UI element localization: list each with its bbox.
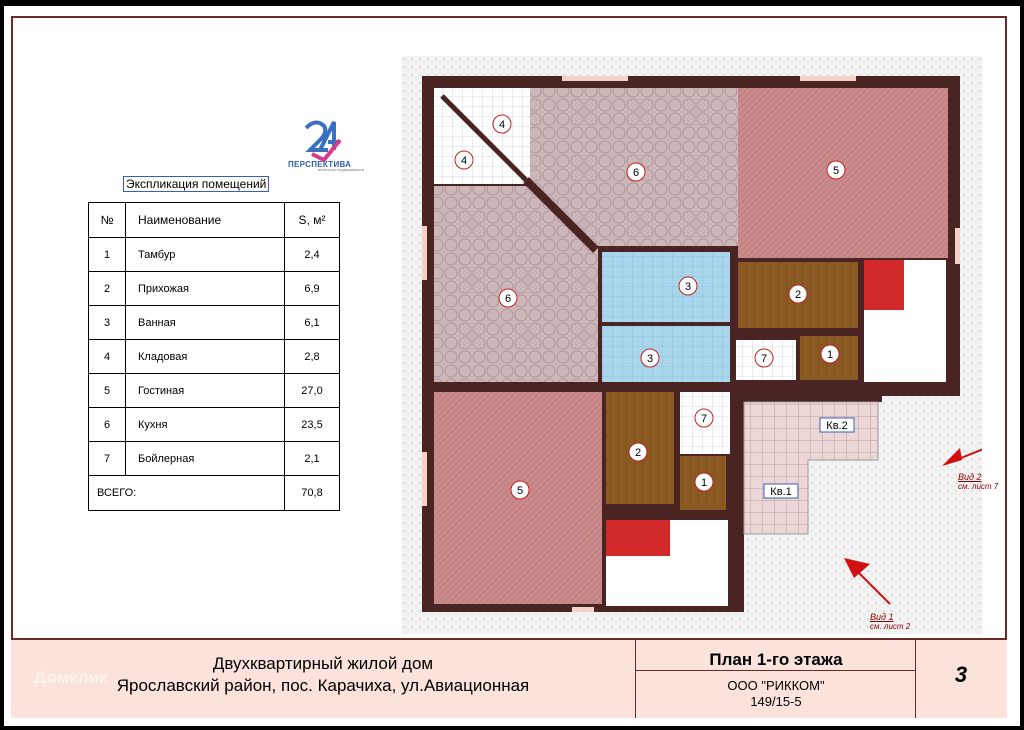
table-total-row: [89, 476, 340, 511]
table-row: [89, 238, 340, 272]
entry-2-label: Вид 2: [958, 472, 982, 482]
room-number: 2: [634, 447, 642, 459]
room-3-bath-upper: [602, 252, 730, 322]
cell-name: Кухня: [126, 408, 285, 442]
room-number: 5: [516, 485, 524, 497]
room-number: 2: [794, 289, 802, 301]
table-row: [89, 272, 340, 306]
table-row: [89, 442, 340, 476]
room-number: 3: [646, 353, 654, 365]
watermark: Домклик: [34, 668, 108, 687]
explication-rows: [89, 238, 340, 476]
window: [422, 452, 427, 506]
room-number: 1: [826, 349, 834, 361]
total-value: 70,8: [285, 476, 340, 511]
apartment-2-label: Кв.2: [826, 420, 848, 432]
room-number: 6: [632, 167, 640, 179]
entry-1-ref: см. лист 2: [870, 622, 911, 631]
sheet-number: 3: [954, 662, 968, 687]
table-header-row: [89, 203, 340, 238]
cell-area: 2,4: [285, 238, 340, 272]
window: [572, 607, 594, 612]
title-divider: [635, 670, 915, 671]
stairs-lower-red: [606, 520, 670, 556]
room-number: 7: [760, 353, 768, 365]
window: [955, 228, 960, 264]
header-area: S, м²: [285, 203, 340, 238]
entry-1-label: Вид 1: [870, 612, 894, 622]
sheet-title: План 1-го этажа: [709, 650, 843, 669]
cell-name: Бойлерная: [126, 442, 285, 476]
table-row: [89, 374, 340, 408]
entry-1-annotation: [870, 612, 940, 631]
entry-2-ref: см. лист 7: [958, 482, 999, 491]
project-code: 149/15-5: [750, 694, 802, 709]
cell-no: 4: [89, 340, 126, 374]
cell-name: Прихожая: [126, 272, 285, 306]
cell-name: Гостиная: [126, 374, 285, 408]
total-label: ВСЕГО:: [89, 476, 285, 511]
room-number: 4: [460, 155, 468, 167]
window: [800, 76, 856, 81]
logo-name: ПЕРСПЕКТИВА: [288, 160, 352, 169]
window: [422, 226, 427, 280]
cell-no: 5: [89, 374, 126, 408]
explication-table: [88, 202, 340, 511]
cell-area: 2,8: [285, 340, 340, 374]
room-number: 3: [684, 281, 692, 293]
table-row: [89, 340, 340, 374]
apartment-1-label: Кв.1: [770, 486, 792, 498]
cell-area: 27,0: [285, 374, 340, 408]
cell-no: 6: [89, 408, 126, 442]
table-row: [89, 408, 340, 442]
cell-name: Кладовая: [126, 340, 285, 374]
cell-area: 6,9: [285, 272, 340, 306]
room-number: 4: [498, 119, 506, 131]
stairs-upper-red: [864, 260, 904, 310]
room-number: 7: [700, 413, 708, 425]
explication-title: Экспликация помещений: [123, 176, 269, 192]
cell-area: 2,1: [285, 442, 340, 476]
entry-2-annotation: [958, 472, 1018, 491]
cell-no: 1: [89, 238, 126, 272]
project-name: Двухквартирный жилой дом: [212, 654, 434, 673]
cell-name: Ванная: [126, 306, 285, 340]
cell-area: 6,1: [285, 306, 340, 340]
cell-no: 3: [89, 306, 126, 340]
title-block: [11, 638, 1007, 718]
logo-subtitle: агентство недвижимости: [318, 167, 365, 172]
cell-name: Тамбур: [126, 238, 285, 272]
cell-area: 23,5: [285, 408, 340, 442]
cell-no: 2: [89, 272, 126, 306]
header-name: Наименование: [126, 203, 285, 238]
project-address: Ярославский район, пос. Карачиха, ул.Авиационная: [116, 676, 530, 695]
window: [562, 76, 628, 81]
table-row: [89, 306, 340, 340]
room-number: 1: [700, 477, 708, 489]
cell-no: 7: [89, 442, 126, 476]
floor-plan: [402, 56, 982, 634]
room-number: 6: [504, 293, 512, 305]
header-no: №: [89, 203, 126, 238]
company-name: ООО "РИККОМ": [727, 678, 825, 693]
room-number: 5: [832, 165, 840, 177]
room-3-bath-lower: [602, 326, 730, 382]
